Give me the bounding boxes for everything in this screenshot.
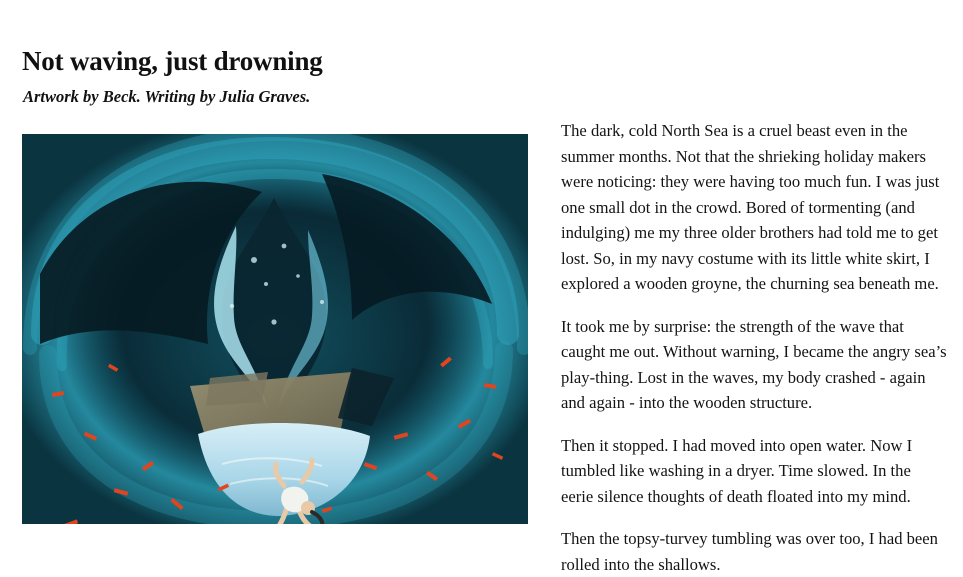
artwork-illustration (22, 134, 528, 524)
article-paragraph-2: It took me by surprise: the strength of the wave that caught me out. Without warning, I became the angry sea’s play-thing. Lost in the waves, my body crashed - again and again - into the wooden structure. (561, 316, 947, 412)
illustration-svg (22, 134, 528, 524)
page-title: Not waving, just drowning (22, 46, 323, 76)
article-body (561, 118, 947, 577)
article-paragraph-3: Then it stopped. I had moved into open water. Now I tumbled like washing in a dryer. Time slowed. In the eerie silence thoughts of death floated into my mind. (561, 435, 913, 506)
byline: Artwork by Beck. Writing by Julia Graves. (23, 87, 311, 106)
article-paragraph-4: Then the topsy-turvey tumbling was over too, I had been rolled into the shallows. (561, 529, 938, 574)
article-paragraph-1: The dark, cold North Sea is a cruel beast even in the summer months. Not that the shrieking holiday makers were noticing: they were having too much fun. I was just one small dot in the crowd. Bored of tormenting (and indulging) me my three older brothers had told me to get lost. So, in my navy costume with its little white skirt, I explored a wooden groyne, the churning sea beneath me. (561, 121, 940, 293)
